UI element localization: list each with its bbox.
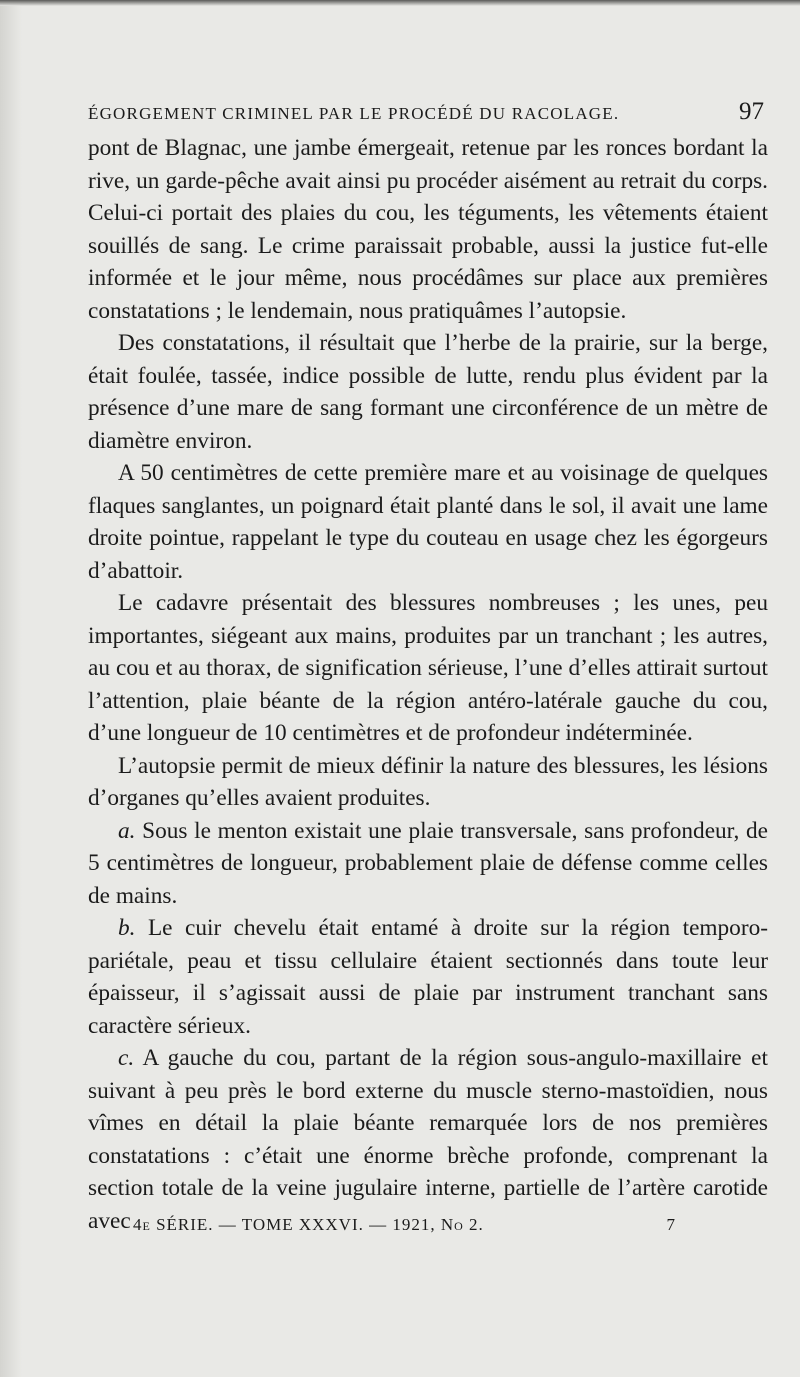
list-item bbox=[88, 1042, 768, 1237]
running-header bbox=[88, 92, 768, 132]
signature-mark: 4e SÉRIE. — TOME XXXVI. — 1921, No 2. bbox=[133, 1215, 484, 1234]
paragraph: Des constatations, il résultait que l’herbe de la prairie, sur la berge, était foulée, tassée, indice possible de lutte, rendu plus évident par la présence d’une mare de sang formant une circonférence de un mètre de diamètre environ. bbox=[88, 330, 768, 454]
list-item bbox=[88, 912, 768, 1042]
paragraph: L’autopsie permit de mieux définir la nature des blessures, les lésions d’organes qu’elles avaient produites. bbox=[88, 752, 768, 811]
item-letter: a. bbox=[118, 817, 136, 844]
book-page bbox=[88, 92, 768, 1237]
paragraph: Le cadavre présentait des blessures nombreuses ; les unes, peu importantes, siégeant aux mains, produites par un tranchant ; les autres, au cou et au thorax, de signification sérieuse, l’une d’elles attirait surtout l’attention, plaie béante de la région antéro-latérale gauche du cou, d’une longueur de 10 centimètres et de profondeur indéterminée. bbox=[88, 590, 768, 746]
item-letter: c. bbox=[118, 1045, 135, 1071]
list-item bbox=[88, 815, 768, 913]
item-letter: b. bbox=[118, 915, 136, 941]
running-title: ÉGORGEMENT CRIMINEL PAR LE PROCÉDÉ DU RACOLAGE. bbox=[88, 104, 620, 123]
item-text: A gauche du cou, partant de la région sous-angulo-maxillaire et suivant à peu près le bord externe du muscle sterno-mastoïdien, nous vîmes en détail la plaie béante remarquée lors de nos premières constatations : c’était une énorme brèche profonde, comprenant la section totale de la veine jugulaire interne, partielle de l’artère carotide avec bbox=[88, 1045, 768, 1234]
page-number: 97 bbox=[739, 98, 764, 125]
scan-shadow bbox=[0, 0, 22, 1377]
item-text: Sous le menton existait une plaie transversale, sans profondeur, de 5 centimètres de longueur, probablement plaie de défense comme celles de mains. bbox=[88, 817, 768, 909]
paragraph: pont de Blagnac, une jambe émergeait, retenue par les ronces bordant la rive, un garde-pêche avait ainsi pu procéder aisément au retrait du corps. Celui-ci portait des plaies du cou, les téguments, les vêtements étaient souillés de sang. Le crime paraissait probable, aussi la justice fut-elle informée et le jour même, nous procédâmes sur place aux premières constatations ; le lendemain, nous pratiquâmes l’autopsie. bbox=[88, 135, 768, 324]
signature-number: 7 bbox=[666, 1215, 676, 1234]
page-text bbox=[88, 132, 768, 1237]
paragraph: A 50 centimètres de cette première mare et au voisinage de quelques flaques sanglantes, un poignard était planté dans le sol, il avait une lame droite pointue, rappelant le type du couteau en usage chez les égorgeurs d’abattoir. bbox=[88, 460, 768, 584]
scan-top-edge bbox=[0, 0, 800, 6]
item-text: Le cuir chevelu était entamé à droite sur la région temporo-pariétale, peau et tissu cellulaire étaient sectionnés dans toute leur épaisseur, il s’agissait aussi de plaie par instrument tranchant sans caractère sérieux. bbox=[88, 915, 768, 1039]
page-footer bbox=[88, 1215, 768, 1235]
